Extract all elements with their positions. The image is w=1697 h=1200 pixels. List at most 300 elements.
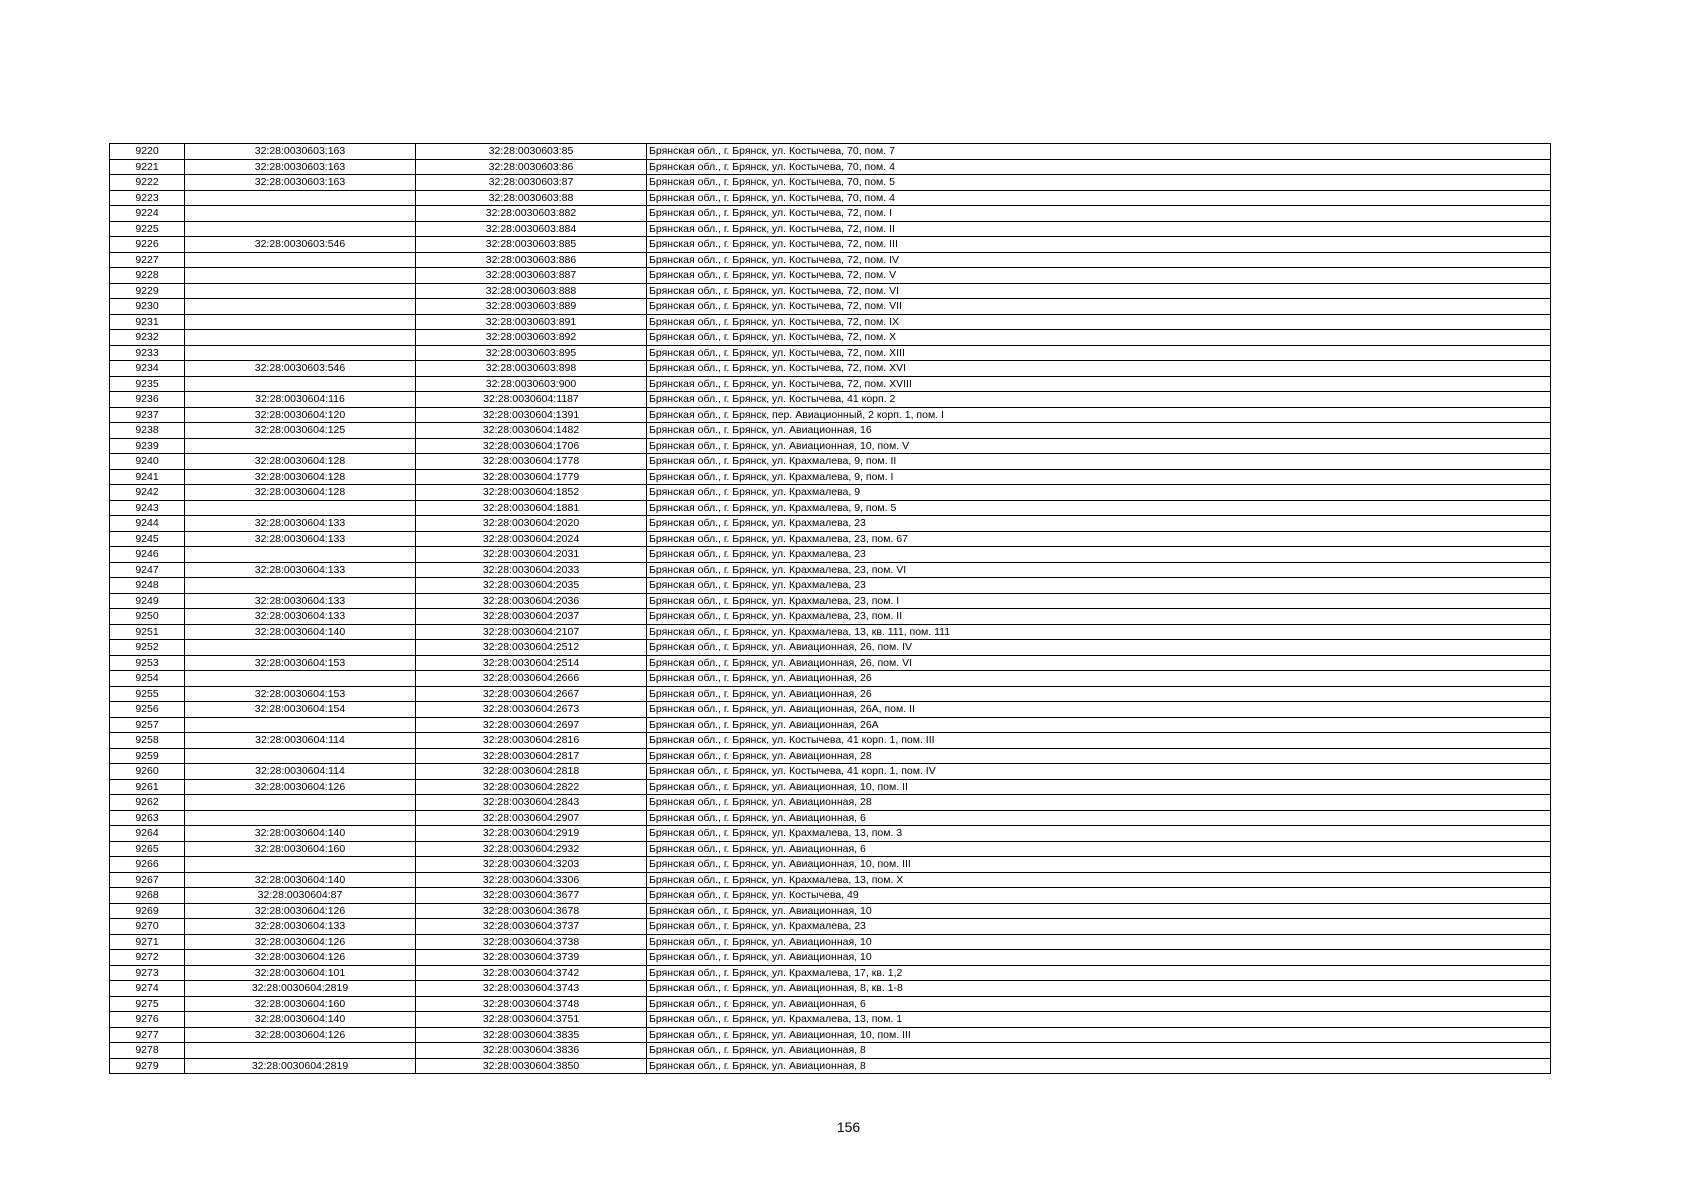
address-cell: Брянская обл., г. Брянск, ул. Крахмалева, 23, пом. 67 xyxy=(647,531,1551,547)
table-row xyxy=(110,283,1551,299)
cadastral-number-cell: 32:28:0030604:2697 xyxy=(416,717,647,733)
row-number-cell: 9223 xyxy=(110,190,185,206)
table-row xyxy=(110,423,1551,439)
address-cell: Брянская обл., г. Брянск, ул. Крахмалева, 9 xyxy=(647,485,1551,501)
parent-cadastral-cell xyxy=(185,206,416,222)
table-row xyxy=(110,872,1551,888)
address-cell: Брянская обл., г. Брянск, ул. Авиационная, 26 xyxy=(647,671,1551,687)
row-number-cell: 9245 xyxy=(110,531,185,547)
parent-cadastral-cell: 32:28:0030604:133 xyxy=(185,562,416,578)
parent-cadastral-cell: 32:28:0030604:116 xyxy=(185,392,416,408)
table-row xyxy=(110,795,1551,811)
table-row xyxy=(110,965,1551,981)
cadastral-number-cell: 32:28:0030604:2817 xyxy=(416,748,647,764)
row-number-cell: 9273 xyxy=(110,965,185,981)
parent-cadastral-cell xyxy=(185,810,416,826)
address-cell: Брянская обл., г. Брянск, ул. Крахмалева, 23 xyxy=(647,516,1551,532)
cadastral-number-cell: 32:28:0030604:2816 xyxy=(416,733,647,749)
address-cell: Брянская обл., г. Брянск, ул. Крахмалева, 9, пом. 5 xyxy=(647,500,1551,516)
table-row xyxy=(110,345,1551,361)
address-cell: Брянская обл., г. Брянск, ул. Костычева, 72, пом. II xyxy=(647,221,1551,237)
cadastral-number-cell: 32:28:0030604:2667 xyxy=(416,686,647,702)
parent-cadastral-cell xyxy=(185,717,416,733)
row-number-cell: 9238 xyxy=(110,423,185,439)
table-row xyxy=(110,221,1551,237)
parent-cadastral-cell: 32:28:0030604:87 xyxy=(185,888,416,904)
cadastral-number-cell: 32:28:0030603:888 xyxy=(416,283,647,299)
table-row xyxy=(110,950,1551,966)
cadastral-number-cell: 32:28:0030604:2919 xyxy=(416,826,647,842)
address-cell: Брянская обл., г. Брянск, ул. Авиационная, 10, пом. III xyxy=(647,1027,1551,1043)
cadastral-number-cell: 32:28:0030604:2033 xyxy=(416,562,647,578)
row-number-cell: 9229 xyxy=(110,283,185,299)
table-row xyxy=(110,1027,1551,1043)
parent-cadastral-cell: 32:28:0030604:114 xyxy=(185,733,416,749)
row-number-cell: 9225 xyxy=(110,221,185,237)
row-number-cell: 9272 xyxy=(110,950,185,966)
address-cell: Брянская обл., г. Брянск, ул. Авиационная, 10, пом. II xyxy=(647,779,1551,795)
parent-cadastral-cell xyxy=(185,252,416,268)
cadastral-number-cell: 32:28:0030604:1391 xyxy=(416,407,647,423)
parent-cadastral-cell xyxy=(185,500,416,516)
cadastral-number-cell: 32:28:0030604:3835 xyxy=(416,1027,647,1043)
row-number-cell: 9249 xyxy=(110,593,185,609)
cadastral-number-cell: 32:28:0030604:3678 xyxy=(416,903,647,919)
table-row xyxy=(110,314,1551,330)
cadastral-number-cell: 32:28:0030604:2843 xyxy=(416,795,647,811)
row-number-cell: 9264 xyxy=(110,826,185,842)
table-row xyxy=(110,624,1551,640)
row-number-cell: 9254 xyxy=(110,671,185,687)
parent-cadastral-cell: 32:28:0030604:128 xyxy=(185,485,416,501)
parent-cadastral-cell: 32:28:0030604:120 xyxy=(185,407,416,423)
address-cell: Брянская обл., г. Брянск, ул. Костычева, 41 корп. 1, пом. IV xyxy=(647,764,1551,780)
table-row xyxy=(110,469,1551,485)
address-cell: Брянская обл., г. Брянск, ул. Костычева, 72, пом. VI xyxy=(647,283,1551,299)
table-row xyxy=(110,330,1551,346)
address-cell: Брянская обл., г. Брянск, ул. Крахмалева, 9, пом. I xyxy=(647,469,1551,485)
address-cell: Брянская обл., г. Брянск, ул. Авиационная, 8 xyxy=(647,1043,1551,1059)
cadastral-number-cell: 32:28:0030604:1187 xyxy=(416,392,647,408)
table-row xyxy=(110,609,1551,625)
parent-cadastral-cell: 32:28:0030603:163 xyxy=(185,144,416,160)
cadastral-number-cell: 32:28:0030604:3306 xyxy=(416,872,647,888)
address-cell: Брянская обл., г. Брянск, ул. Костычева, 49 xyxy=(647,888,1551,904)
table-row xyxy=(110,981,1551,997)
address-cell: Брянская обл., г. Брянск, ул. Авиационная, 6 xyxy=(647,841,1551,857)
parent-cadastral-cell: 32:28:0030604:101 xyxy=(185,965,416,981)
cadastral-number-cell: 32:28:0030604:2514 xyxy=(416,655,647,671)
page-number: 156 xyxy=(836,1119,861,1135)
table-row xyxy=(110,671,1551,687)
address-cell: Брянская обл., г. Брянск, ул. Крахмалева, 23, пом. II xyxy=(647,609,1551,625)
address-cell: Брянская обл., г. Брянск, ул. Авиационная, 26, пом. IV xyxy=(647,640,1551,656)
address-cell: Брянская обл., г. Брянск, ул. Авиационная, 6 xyxy=(647,810,1551,826)
address-cell: Брянская обл., г. Брянск, ул. Крахмалева, 17, кв. 1,2 xyxy=(647,965,1551,981)
row-number-cell: 9234 xyxy=(110,361,185,377)
cadastral-number-cell: 32:28:0030603:88 xyxy=(416,190,647,206)
parent-cadastral-cell: 32:28:0030604:2819 xyxy=(185,1058,416,1074)
address-cell: Брянская обл., г. Брянск, ул. Костычева, 72, пом. XVI xyxy=(647,361,1551,377)
parent-cadastral-cell: 32:28:0030603:546 xyxy=(185,237,416,253)
address-cell: Брянская обл., г. Брянск, ул. Крахмалева, 23 xyxy=(647,547,1551,563)
row-number-cell: 9279 xyxy=(110,1058,185,1074)
row-number-cell: 9252 xyxy=(110,640,185,656)
table-row xyxy=(110,655,1551,671)
parent-cadastral-cell: 32:28:0030604:114 xyxy=(185,764,416,780)
table-row xyxy=(110,810,1551,826)
address-cell: Брянская обл., г. Брянск, ул. Крахмалева, 23 xyxy=(647,919,1551,935)
cadastral-number-cell: 32:28:0030603:882 xyxy=(416,206,647,222)
table-row xyxy=(110,686,1551,702)
parent-cadastral-cell xyxy=(185,268,416,284)
address-cell: Брянская обл., г. Брянск, ул. Костычева, 72, пом. VII xyxy=(647,299,1551,315)
row-number-cell: 9275 xyxy=(110,996,185,1012)
table-row xyxy=(110,392,1551,408)
parent-cadastral-cell: 32:28:0030604:128 xyxy=(185,454,416,470)
parent-cadastral-cell: 32:28:0030604:126 xyxy=(185,779,416,795)
parent-cadastral-cell: 32:28:0030604:133 xyxy=(185,593,416,609)
table-row xyxy=(110,516,1551,532)
row-number-cell: 9268 xyxy=(110,888,185,904)
row-number-cell: 9260 xyxy=(110,764,185,780)
parent-cadastral-cell: 32:28:0030604:133 xyxy=(185,516,416,532)
parent-cadastral-cell xyxy=(185,1043,416,1059)
cadastral-number-cell: 32:28:0030603:86 xyxy=(416,159,647,175)
row-number-cell: 9221 xyxy=(110,159,185,175)
address-cell: Брянская обл., г. Брянск, ул. Костычева, 72, пом. XIII xyxy=(647,345,1551,361)
row-number-cell: 9267 xyxy=(110,872,185,888)
row-number-cell: 9257 xyxy=(110,717,185,733)
table-row xyxy=(110,268,1551,284)
parent-cadastral-cell: 32:28:0030604:160 xyxy=(185,841,416,857)
address-cell: Брянская обл., г. Брянск, ул. Костычева, 72, пом. XVIII xyxy=(647,376,1551,392)
address-cell: Брянская обл., г. Брянск, ул. Костычева, 72, пом. III xyxy=(647,237,1551,253)
cadastral-number-cell: 32:28:0030604:3751 xyxy=(416,1012,647,1028)
parent-cadastral-cell xyxy=(185,857,416,873)
table-row xyxy=(110,299,1551,315)
parent-cadastral-cell: 32:28:0030603:163 xyxy=(185,175,416,191)
address-cell: Брянская обл., г. Брянск, ул. Авиационная, 26 xyxy=(647,686,1551,702)
address-cell: Брянская обл., г. Брянск, ул. Авиационная, 28 xyxy=(647,795,1551,811)
address-cell: Брянская обл., г. Брянск, ул. Костычева, 72, пом. V xyxy=(647,268,1551,284)
row-number-cell: 9231 xyxy=(110,314,185,330)
table-row xyxy=(110,903,1551,919)
row-number-cell: 9235 xyxy=(110,376,185,392)
table-body xyxy=(110,144,1551,1074)
row-number-cell: 9228 xyxy=(110,268,185,284)
address-cell: Брянская обл., г. Брянск, ул. Авиационная, 8 xyxy=(647,1058,1551,1074)
cadastral-number-cell: 32:28:0030604:1881 xyxy=(416,500,647,516)
parent-cadastral-cell: 32:28:0030604:125 xyxy=(185,423,416,439)
address-cell: Брянская обл., г. Брянск, ул. Крахмалева, 23, пом. I xyxy=(647,593,1551,609)
address-cell: Брянская обл., г. Брянск, ул. Костычева, 72, пом. IX xyxy=(647,314,1551,330)
property-register-table xyxy=(109,143,1551,1074)
cadastral-number-cell: 32:28:0030604:2822 xyxy=(416,779,647,795)
row-number-cell: 9274 xyxy=(110,981,185,997)
table-row xyxy=(110,1043,1551,1059)
address-cell: Брянская обл., г. Брянск, пер. Авиационный, 2 корп. 1, пом. I xyxy=(647,407,1551,423)
table-row xyxy=(110,764,1551,780)
table-row xyxy=(110,531,1551,547)
parent-cadastral-cell xyxy=(185,640,416,656)
cadastral-number-cell: 32:28:0030604:1778 xyxy=(416,454,647,470)
row-number-cell: 9253 xyxy=(110,655,185,671)
row-number-cell: 9237 xyxy=(110,407,185,423)
table-row xyxy=(110,190,1551,206)
row-number-cell: 9242 xyxy=(110,485,185,501)
parent-cadastral-cell xyxy=(185,330,416,346)
parent-cadastral-cell xyxy=(185,578,416,594)
row-number-cell: 9244 xyxy=(110,516,185,532)
table-row xyxy=(110,717,1551,733)
address-cell: Брянская обл., г. Брянск, ул. Костычева, 41 корп. 2 xyxy=(647,392,1551,408)
cadastral-number-cell: 32:28:0030604:2818 xyxy=(416,764,647,780)
cadastral-number-cell: 32:28:0030604:3677 xyxy=(416,888,647,904)
row-number-cell: 9227 xyxy=(110,252,185,268)
table-row xyxy=(110,702,1551,718)
parent-cadastral-cell: 32:28:0030604:126 xyxy=(185,934,416,950)
cadastral-number-cell: 32:28:0030603:87 xyxy=(416,175,647,191)
parent-cadastral-cell xyxy=(185,748,416,764)
row-number-cell: 9258 xyxy=(110,733,185,749)
cadastral-number-cell: 32:28:0030604:2024 xyxy=(416,531,647,547)
cadastral-number-cell: 32:28:0030604:2673 xyxy=(416,702,647,718)
cadastral-number-cell: 32:28:0030604:2107 xyxy=(416,624,647,640)
cadastral-number-cell: 32:28:0030604:2932 xyxy=(416,841,647,857)
parent-cadastral-cell xyxy=(185,314,416,330)
cadastral-number-cell: 32:28:0030604:3743 xyxy=(416,981,647,997)
table-row xyxy=(110,748,1551,764)
address-cell: Брянская обл., г. Брянск, ул. Авиационная, 26А, пом. II xyxy=(647,702,1551,718)
parent-cadastral-cell xyxy=(185,283,416,299)
row-number-cell: 9269 xyxy=(110,903,185,919)
cadastral-number-cell: 32:28:0030604:3737 xyxy=(416,919,647,935)
address-cell: Брянская обл., г. Брянск, ул. Авиационная, 16 xyxy=(647,423,1551,439)
cadastral-number-cell: 32:28:0030604:2512 xyxy=(416,640,647,656)
address-cell: Брянская обл., г. Брянск, ул. Авиационная, 10, пом. V xyxy=(647,438,1551,454)
table-row xyxy=(110,593,1551,609)
row-number-cell: 9265 xyxy=(110,841,185,857)
table-row xyxy=(110,500,1551,516)
table-row xyxy=(110,175,1551,191)
table-row xyxy=(110,857,1551,873)
table-row xyxy=(110,562,1551,578)
parent-cadastral-cell: 32:28:0030604:133 xyxy=(185,531,416,547)
row-number-cell: 9239 xyxy=(110,438,185,454)
address-cell: Брянская обл., г. Брянск, ул. Крахмалева, 13, пом. 1 xyxy=(647,1012,1551,1028)
table-row xyxy=(110,237,1551,253)
row-number-cell: 9250 xyxy=(110,609,185,625)
table-row xyxy=(110,206,1551,222)
cadastral-number-cell: 32:28:0030603:889 xyxy=(416,299,647,315)
row-number-cell: 9255 xyxy=(110,686,185,702)
row-number-cell: 9246 xyxy=(110,547,185,563)
parent-cadastral-cell: 32:28:0030604:140 xyxy=(185,1012,416,1028)
table-row xyxy=(110,438,1551,454)
table-row xyxy=(110,826,1551,842)
parent-cadastral-cell xyxy=(185,795,416,811)
parent-cadastral-cell xyxy=(185,547,416,563)
parent-cadastral-cell: 32:28:0030604:140 xyxy=(185,872,416,888)
row-number-cell: 9276 xyxy=(110,1012,185,1028)
cadastral-number-cell: 32:28:0030603:895 xyxy=(416,345,647,361)
parent-cadastral-cell: 32:28:0030604:133 xyxy=(185,609,416,625)
table-row xyxy=(110,934,1551,950)
parent-cadastral-cell xyxy=(185,671,416,687)
table-row xyxy=(110,640,1551,656)
table-row xyxy=(110,361,1551,377)
parent-cadastral-cell xyxy=(185,345,416,361)
row-number-cell: 9226 xyxy=(110,237,185,253)
address-cell: Брянская обл., г. Брянск, ул. Крахмалева, 23 xyxy=(647,578,1551,594)
row-number-cell: 9261 xyxy=(110,779,185,795)
row-number-cell: 9262 xyxy=(110,795,185,811)
row-number-cell: 9256 xyxy=(110,702,185,718)
table-row xyxy=(110,733,1551,749)
row-number-cell: 9270 xyxy=(110,919,185,935)
parent-cadastral-cell: 32:28:0030603:546 xyxy=(185,361,416,377)
address-cell: Брянская обл., г. Брянск, ул. Костычева, 70, пом. 5 xyxy=(647,175,1551,191)
cadastral-number-cell: 32:28:0030604:1482 xyxy=(416,423,647,439)
table-row xyxy=(110,1058,1551,1074)
cadastral-number-cell: 32:28:0030603:892 xyxy=(416,330,647,346)
row-number-cell: 9240 xyxy=(110,454,185,470)
parent-cadastral-cell: 32:28:0030604:160 xyxy=(185,996,416,1012)
parent-cadastral-cell: 32:28:0030604:153 xyxy=(185,655,416,671)
cadastral-number-cell: 32:28:0030604:2036 xyxy=(416,593,647,609)
address-cell: Брянская обл., г. Брянск, ул. Авиационная, 6 xyxy=(647,996,1551,1012)
parent-cadastral-cell: 32:28:0030603:163 xyxy=(185,159,416,175)
parent-cadastral-cell: 32:28:0030604:128 xyxy=(185,469,416,485)
cadastral-number-cell: 32:28:0030604:2031 xyxy=(416,547,647,563)
cadastral-number-cell: 32:28:0030604:3836 xyxy=(416,1043,647,1059)
row-number-cell: 9271 xyxy=(110,934,185,950)
parent-cadastral-cell xyxy=(185,221,416,237)
cadastral-number-cell: 32:28:0030603:900 xyxy=(416,376,647,392)
address-cell: Брянская обл., г. Брянск, ул. Крахмалева, 9, пом. II xyxy=(647,454,1551,470)
table-row xyxy=(110,1012,1551,1028)
parent-cadastral-cell xyxy=(185,376,416,392)
cadastral-number-cell: 32:28:0030604:1706 xyxy=(416,438,647,454)
address-cell: Брянская обл., г. Брянск, ул. Авиационная, 28 xyxy=(647,748,1551,764)
row-number-cell: 9220 xyxy=(110,144,185,160)
parent-cadastral-cell: 32:28:0030604:126 xyxy=(185,950,416,966)
cadastral-number-cell: 32:28:0030604:1779 xyxy=(416,469,647,485)
address-cell: Брянская обл., г. Брянск, ул. Авиационная, 26А xyxy=(647,717,1551,733)
table-row xyxy=(110,919,1551,935)
table-row xyxy=(110,159,1551,175)
table-row xyxy=(110,485,1551,501)
table-row xyxy=(110,578,1551,594)
parent-cadastral-cell xyxy=(185,190,416,206)
parent-cadastral-cell: 32:28:0030604:126 xyxy=(185,903,416,919)
address-cell: Брянская обл., г. Брянск, ул. Крахмалева, 13, пом. 3 xyxy=(647,826,1551,842)
table-row xyxy=(110,841,1551,857)
address-cell: Брянская обл., г. Брянск, ул. Костычева, 72, пом. X xyxy=(647,330,1551,346)
address-cell: Брянская обл., г. Брянск, ул. Крахмалева, 13, пом. X xyxy=(647,872,1551,888)
address-cell: Брянская обл., г. Брянск, ул. Авиационная, 10, пом. III xyxy=(647,857,1551,873)
cadastral-number-cell: 32:28:0030603:898 xyxy=(416,361,647,377)
address-cell: Брянская обл., г. Брянск, ул. Костычева, 70, пом. 7 xyxy=(647,144,1551,160)
address-cell: Брянская обл., г. Брянск, ул. Авиационная, 10 xyxy=(647,903,1551,919)
address-cell: Брянская обл., г. Брянск, ул. Крахмалева, 23, пом. VI xyxy=(647,562,1551,578)
row-number-cell: 9247 xyxy=(110,562,185,578)
parent-cadastral-cell: 32:28:0030604:2819 xyxy=(185,981,416,997)
row-number-cell: 9251 xyxy=(110,624,185,640)
row-number-cell: 9232 xyxy=(110,330,185,346)
cadastral-number-cell: 32:28:0030604:2020 xyxy=(416,516,647,532)
parent-cadastral-cell: 32:28:0030604:153 xyxy=(185,686,416,702)
cadastral-number-cell: 32:28:0030604:3850 xyxy=(416,1058,647,1074)
row-number-cell: 9259 xyxy=(110,748,185,764)
cadastral-number-cell: 32:28:0030604:3742 xyxy=(416,965,647,981)
cadastral-number-cell: 32:28:0030604:3203 xyxy=(416,857,647,873)
table-row xyxy=(110,888,1551,904)
cadastral-number-cell: 32:28:0030604:3748 xyxy=(416,996,647,1012)
row-number-cell: 9222 xyxy=(110,175,185,191)
parent-cadastral-cell: 32:28:0030604:133 xyxy=(185,919,416,935)
address-cell: Брянская обл., г. Брянск, ул. Костычева, 72, пом. IV xyxy=(647,252,1551,268)
row-number-cell: 9248 xyxy=(110,578,185,594)
table-row xyxy=(110,779,1551,795)
cadastral-number-cell: 32:28:0030604:2035 xyxy=(416,578,647,594)
address-cell: Брянская обл., г. Брянск, ул. Авиационная, 10 xyxy=(647,950,1551,966)
parent-cadastral-cell xyxy=(185,438,416,454)
cadastral-number-cell: 32:28:0030604:1852 xyxy=(416,485,647,501)
table-row xyxy=(110,547,1551,563)
parent-cadastral-cell: 32:28:0030604:154 xyxy=(185,702,416,718)
address-cell: Брянская обл., г. Брянск, ул. Крахмалева, 13, кв. 111, пом. 111 xyxy=(647,624,1551,640)
row-number-cell: 9263 xyxy=(110,810,185,826)
row-number-cell: 9241 xyxy=(110,469,185,485)
row-number-cell: 9243 xyxy=(110,500,185,516)
table-row xyxy=(110,996,1551,1012)
address-cell: Брянская обл., г. Брянск, ул. Костычева, 72, пом. I xyxy=(647,206,1551,222)
cadastral-number-cell: 32:28:0030604:2037 xyxy=(416,609,647,625)
row-number-cell: 9236 xyxy=(110,392,185,408)
address-cell: Брянская обл., г. Брянск, ул. Костычева, 41 корп. 1, пом. III xyxy=(647,733,1551,749)
table-row xyxy=(110,252,1551,268)
cadastral-number-cell: 32:28:0030604:2666 xyxy=(416,671,647,687)
cadastral-number-cell: 32:28:0030603:885 xyxy=(416,237,647,253)
address-cell: Брянская обл., г. Брянск, ул. Авиационная, 10 xyxy=(647,934,1551,950)
address-cell: Брянская обл., г. Брянск, ул. Костычева, 70, пом. 4 xyxy=(647,190,1551,206)
parent-cadastral-cell: 32:28:0030604:140 xyxy=(185,826,416,842)
cadastral-number-cell: 32:28:0030604:3738 xyxy=(416,934,647,950)
cadastral-number-cell: 32:28:0030603:891 xyxy=(416,314,647,330)
cadastral-number-cell: 32:28:0030603:886 xyxy=(416,252,647,268)
row-number-cell: 9278 xyxy=(110,1043,185,1059)
parent-cadastral-cell: 32:28:0030604:140 xyxy=(185,624,416,640)
table-row xyxy=(110,144,1551,160)
table-row xyxy=(110,407,1551,423)
row-number-cell: 9277 xyxy=(110,1027,185,1043)
address-cell: Брянская обл., г. Брянск, ул. Авиационная, 8, кв. 1-8 xyxy=(647,981,1551,997)
parent-cadastral-cell xyxy=(185,299,416,315)
address-cell: Брянская обл., г. Брянск, ул. Авиационная, 26, пом. VI xyxy=(647,655,1551,671)
cadastral-number-cell: 32:28:0030604:3739 xyxy=(416,950,647,966)
row-number-cell: 9230 xyxy=(110,299,185,315)
cadastral-number-cell: 32:28:0030603:887 xyxy=(416,268,647,284)
row-number-cell: 9224 xyxy=(110,206,185,222)
table-row xyxy=(110,376,1551,392)
row-number-cell: 9233 xyxy=(110,345,185,361)
cadastral-number-cell: 32:28:0030604:2907 xyxy=(416,810,647,826)
address-cell: Брянская обл., г. Брянск, ул. Костычева, 70, пом. 4 xyxy=(647,159,1551,175)
row-number-cell: 9266 xyxy=(110,857,185,873)
parent-cadastral-cell: 32:28:0030604:126 xyxy=(185,1027,416,1043)
